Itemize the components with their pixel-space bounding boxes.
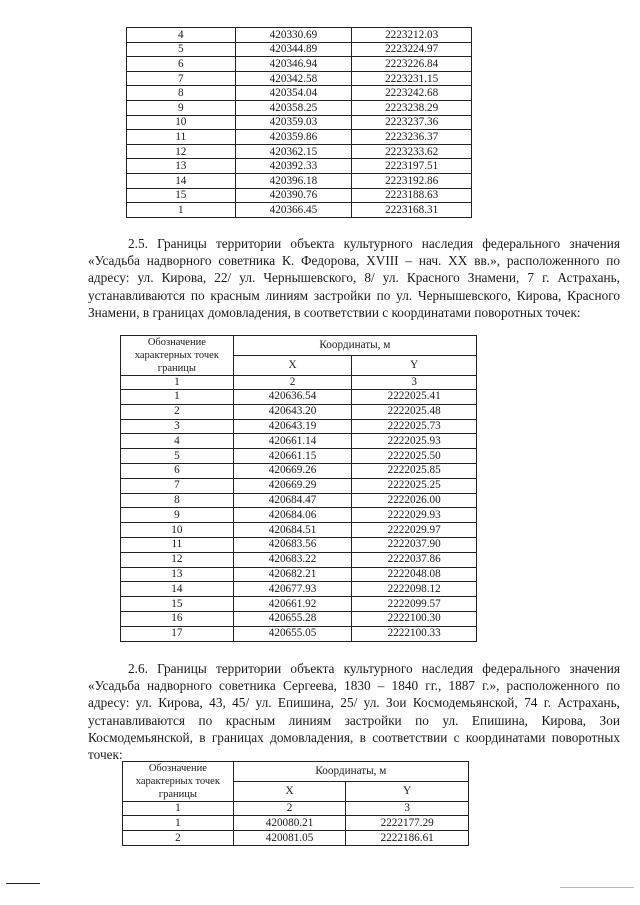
point-number-cell: 4	[121, 434, 234, 449]
table-row	[127, 100, 472, 115]
y-coordinate-cell: 2222025.85	[352, 463, 477, 478]
paragraph-section-2-6	[88, 660, 620, 763]
x-coordinate-cell: 420669.29	[233, 478, 352, 493]
paragraph-text: 2.6. Границы территории объекта культурного наследия федерального значения «Усадьба надворного советника Сергеева, 1830 – 1840 гг., 1887 г.», расположенного по адресу: ул. Кирова, 43, 45/ ул. Епишина, 25/ ул. Зои Космодемьянской, 74 г. Астрахань, устанавливаются по красным линиям застройки по ул. Епишина, Кирова, Зои Космодемьянской, в границах домовладения, в соответствии с координатами поворотных точек:	[88, 661, 620, 763]
point-number-cell: 5	[127, 42, 236, 57]
y-coordinate-cell: 2223212.03	[352, 28, 472, 43]
y-coordinate-cell: 2223242.68	[352, 86, 472, 101]
x-coordinate-cell: 420683.22	[233, 552, 352, 567]
table-row	[121, 582, 477, 597]
point-number-cell: 13	[121, 567, 234, 582]
x-coordinate-cell: 420358.25	[235, 100, 352, 115]
footer-rule-right	[560, 887, 634, 888]
x-coordinate-cell: 420081.05	[233, 831, 346, 846]
y-coordinate-cell: 2223224.97	[352, 42, 472, 57]
header-col-number-3: 3	[346, 802, 469, 816]
point-number-cell: 5	[121, 449, 234, 464]
x-coordinate-cell: 420661.92	[233, 597, 352, 612]
table-row	[127, 57, 472, 72]
coordinates-table-2-6	[122, 761, 469, 846]
y-coordinate-cell: 2223236.37	[352, 130, 472, 145]
point-number-cell: 1	[121, 390, 234, 405]
header-y: Y	[352, 356, 477, 376]
y-coordinate-cell: 2222037.90	[352, 537, 477, 552]
x-coordinate-cell: 420342.58	[235, 71, 352, 86]
x-coordinate-cell: 420684.47	[233, 493, 352, 508]
y-coordinate-cell: 2222025.41	[352, 390, 477, 405]
y-coordinate-cell: 2222100.33	[352, 626, 477, 641]
x-coordinate-cell: 420684.51	[233, 523, 352, 538]
y-coordinate-cell: 2222100.30	[352, 611, 477, 626]
table-row	[121, 611, 477, 626]
x-coordinate-cell: 420392.33	[235, 159, 352, 174]
y-coordinate-cell: 2222037.86	[352, 552, 477, 567]
table-row	[121, 597, 477, 612]
x-coordinate-cell: 420669.26	[233, 463, 352, 478]
coordinates-table-continued	[126, 27, 472, 218]
point-number-cell: 11	[121, 537, 234, 552]
y-coordinate-cell: 2222029.93	[352, 508, 477, 523]
header-y: Y	[346, 782, 469, 802]
table-row	[127, 203, 472, 218]
table-row	[121, 493, 477, 508]
table-row	[127, 42, 472, 57]
table-row	[121, 478, 477, 493]
point-number-cell: 8	[127, 86, 236, 101]
point-number-cell: 2	[123, 831, 234, 846]
y-coordinate-cell: 2223238.29	[352, 100, 472, 115]
y-coordinate-cell: 2222026.00	[352, 493, 477, 508]
header-x: X	[233, 782, 346, 802]
table-row	[121, 419, 477, 434]
header-point-label: Обозначение характерных точек границы	[123, 762, 234, 802]
x-coordinate-cell: 420362.15	[235, 144, 352, 159]
y-coordinate-cell: 2222029.97	[352, 523, 477, 538]
point-number-cell: 10	[127, 115, 236, 130]
table-body	[121, 390, 477, 642]
table-row	[121, 404, 477, 419]
table-row	[121, 552, 477, 567]
y-coordinate-cell: 2222098.12	[352, 582, 477, 597]
y-coordinate-cell: 2222025.93	[352, 434, 477, 449]
header-coordinates: Координаты, м	[233, 336, 476, 356]
point-number-cell: 9	[127, 100, 236, 115]
point-number-cell: 11	[127, 130, 236, 145]
point-number-cell: 14	[121, 582, 234, 597]
table-row	[127, 144, 472, 159]
paragraph-text: 2.5. Границы территории объекта культурного наследия федерального значения «Усадьба надворного советника К. Федорова, XVIII – нач. XX вв.», расположенного по адресу: ул. Кирова, 22/ ул. Чернышевского, 8/ ул. Красного Знамени, 7 г. Астрахань, устанавливаются по красным линиям застройки по ул. Чернышевского, Кирова, Красного Знамени, в границах домовладения, в соответствии с координатами поворотных точек:	[88, 236, 620, 320]
x-coordinate-cell: 420643.20	[233, 404, 352, 419]
x-coordinate-cell: 420354.04	[235, 86, 352, 101]
table-row	[127, 173, 472, 188]
table-row	[121, 449, 477, 464]
table-row	[127, 71, 472, 86]
point-number-cell: 6	[121, 463, 234, 478]
point-number-cell: 12	[127, 144, 236, 159]
y-coordinate-cell: 2223226.84	[352, 57, 472, 72]
y-coordinate-cell: 2223231.15	[352, 71, 472, 86]
table-row	[123, 831, 469, 846]
table-row	[127, 188, 472, 203]
x-coordinate-cell: 420390.76	[235, 188, 352, 203]
header-col-number-2: 2	[233, 802, 346, 816]
header-col-number-1: 1	[123, 802, 234, 816]
y-coordinate-cell: 2222025.48	[352, 404, 477, 419]
table-row	[121, 537, 477, 552]
header-col-number-2: 2	[233, 376, 352, 390]
footer-rule-left	[6, 883, 40, 884]
x-coordinate-cell: 420677.93	[233, 582, 352, 597]
x-coordinate-cell: 420080.21	[233, 816, 346, 831]
point-number-cell: 15	[121, 597, 234, 612]
x-coordinate-cell: 420655.05	[233, 626, 352, 641]
table-row	[127, 115, 472, 130]
table-body	[123, 816, 469, 846]
point-number-cell: 16	[121, 611, 234, 626]
point-number-cell: 17	[121, 626, 234, 641]
point-number-cell: 10	[121, 523, 234, 538]
y-coordinate-cell: 2222186.61	[346, 831, 469, 846]
y-coordinate-cell: 2223233.62	[352, 144, 472, 159]
table-row	[121, 434, 477, 449]
x-coordinate-cell: 420366.45	[235, 203, 352, 218]
x-coordinate-cell: 420344.89	[235, 42, 352, 57]
y-coordinate-cell: 2223192.86	[352, 173, 472, 188]
point-number-cell: 12	[121, 552, 234, 567]
point-number-cell: 8	[121, 493, 234, 508]
x-coordinate-cell: 420330.69	[235, 28, 352, 43]
table-body	[127, 28, 472, 218]
table-row	[121, 523, 477, 538]
point-number-cell: 1	[127, 203, 236, 218]
x-coordinate-cell: 420661.14	[233, 434, 352, 449]
coordinates-table-2-5	[120, 335, 477, 642]
x-coordinate-cell: 420684.06	[233, 508, 352, 523]
y-coordinate-cell: 2223237.36	[352, 115, 472, 130]
x-coordinate-cell: 420683.56	[233, 537, 352, 552]
table-row	[127, 159, 472, 174]
x-coordinate-cell: 420359.86	[235, 130, 352, 145]
y-coordinate-cell: 2223188.63	[352, 188, 472, 203]
x-coordinate-cell: 420655.28	[233, 611, 352, 626]
point-number-cell: 3	[121, 419, 234, 434]
x-coordinate-cell: 420396.18	[235, 173, 352, 188]
paragraph-section-2-5	[88, 235, 620, 321]
header-col-number-3: 3	[352, 376, 477, 390]
point-number-cell: 9	[121, 508, 234, 523]
table-row	[127, 28, 472, 43]
table-header	[123, 762, 469, 816]
point-number-cell: 6	[127, 57, 236, 72]
point-number-cell: 2	[121, 404, 234, 419]
y-coordinate-cell: 2222177.29	[346, 816, 469, 831]
x-coordinate-cell: 420643.19	[233, 419, 352, 434]
header-coordinates: Координаты, м	[233, 762, 468, 782]
point-number-cell: 4	[127, 28, 236, 43]
table-header	[121, 336, 477, 390]
table-row	[127, 130, 472, 145]
point-number-cell: 7	[121, 478, 234, 493]
y-coordinate-cell: 2222048.08	[352, 567, 477, 582]
table-row	[121, 463, 477, 478]
table-row	[123, 816, 469, 831]
point-number-cell: 15	[127, 188, 236, 203]
table-row	[127, 86, 472, 101]
y-coordinate-cell: 2223168.31	[352, 203, 472, 218]
x-coordinate-cell: 420346.94	[235, 57, 352, 72]
y-coordinate-cell: 2223197.51	[352, 159, 472, 174]
table-row	[121, 567, 477, 582]
point-number-cell: 7	[127, 71, 236, 86]
y-coordinate-cell: 2222099.57	[352, 597, 477, 612]
y-coordinate-cell: 2222025.73	[352, 419, 477, 434]
x-coordinate-cell: 420661.15	[233, 449, 352, 464]
table-row	[121, 626, 477, 641]
point-number-cell: 13	[127, 159, 236, 174]
x-coordinate-cell: 420682.21	[233, 567, 352, 582]
header-point-label: Обозначение характерных точек границы	[121, 336, 234, 376]
y-coordinate-cell: 2222025.50	[352, 449, 477, 464]
table-row	[121, 390, 477, 405]
x-coordinate-cell: 420636.54	[233, 390, 352, 405]
x-coordinate-cell: 420359.03	[235, 115, 352, 130]
y-coordinate-cell: 2222025.25	[352, 478, 477, 493]
table-row	[121, 508, 477, 523]
header-col-number-1: 1	[121, 376, 234, 390]
header-x: X	[233, 356, 352, 376]
point-number-cell: 1	[123, 816, 234, 831]
point-number-cell: 14	[127, 173, 236, 188]
